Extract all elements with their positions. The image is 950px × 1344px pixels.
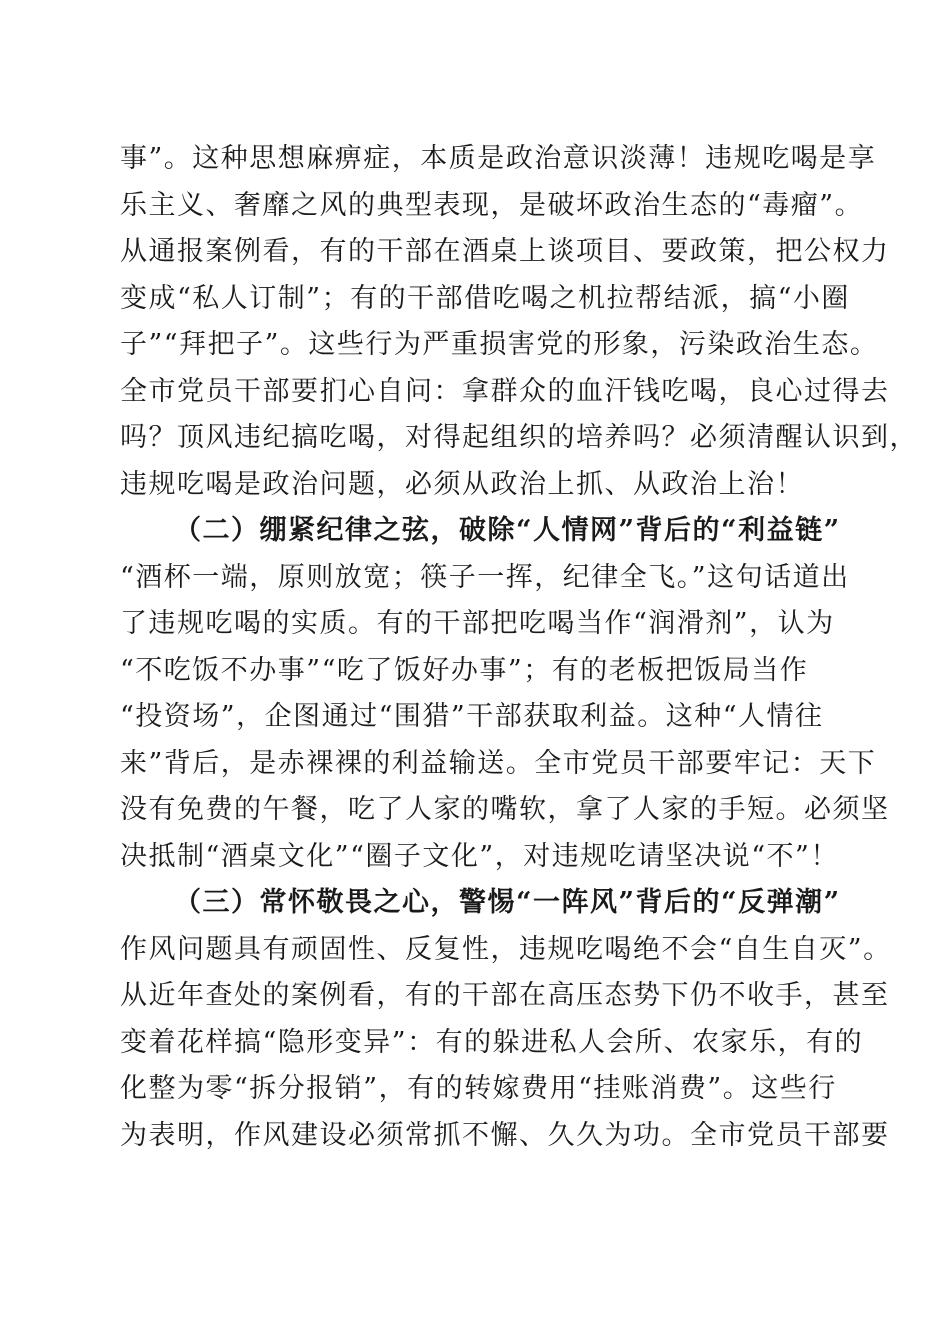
text-line: 事”。这种思想麻痹症，本质是政治意识淡薄！违规吃喝是享 <box>120 143 877 174</box>
body-text <box>120 136 918 1159</box>
text-line: 为表明，作风建设必须常抓不懈、久久为功。全市党员干部要 <box>120 1119 890 1151</box>
section-heading-2: （二）绷紧纪律之弦，破除“人情网”背后的“利益链” <box>174 515 841 546</box>
text-line: 吗？顶风违纪搞吃喝，对得起组织的培养吗？必须清醒认识到， <box>120 422 918 453</box>
text-line: 化整为零“拆分报销”，有的转嫁费用“挂账消费”。这些行 <box>120 1073 837 1104</box>
text-line: 决抵制“酒桌文化”“圈子文化”，对违规吃请坚决说“不”！ <box>120 840 839 872</box>
text-line: “酒杯一端，原则放宽；筷子一挥，纪律全飞。”这句话道出 <box>120 561 850 593</box>
section-heading-3: （三）常怀敬畏之心，警惕“一阵风”背后的“反弹潮” <box>174 887 841 918</box>
text-line: 作风问题具有顽固性、反复性，违规吃喝绝不会“自生自灭”。 <box>120 933 892 965</box>
text-line: 没有免费的午餐，吃了人家的嘴软，拿了人家的手短。必须坚 <box>120 794 890 825</box>
text-line: “不吃饭不办事”“吃了饭好办事”；有的老板把饭局当作 <box>120 654 809 686</box>
text-line: 了违规吃喝的实质。有的干部把吃喝当作“润滑剂”，认为 <box>120 608 835 639</box>
text-line: 违规吃喝是政治问题，必须从政治上抓、从政治上治！ <box>120 468 804 500</box>
text-line: 来”背后，是赤裸裸的利益输送。全市党员干部要牢记：天下 <box>120 747 877 779</box>
text-line: 子”“拜把子”。这些行为严重损害党的形象，污染政治生态。 <box>120 329 879 360</box>
text-line: 从近年查处的案例看，有的干部在高压态势下仍不收手，甚至 <box>120 980 890 1011</box>
text-line: 全市党员干部要扪心自问：拿群众的血汗钱吃喝，良心过得去 <box>120 375 890 407</box>
text-line: “投资场”，企图通过“围猎”干部获取利益。这种“人情往 <box>120 701 824 732</box>
text-line: 乐主义、奢靡之风的典型表现，是破坏政治生态的“毒瘤”。 <box>120 189 864 221</box>
text-line: 变成“私人订制”；有的干部借吃喝之机拉帮结派，搞“小圈 <box>120 282 850 314</box>
text-line: 变着花样搞“隐形变异”：有的躲进私人会所、农家乐，有的 <box>120 1026 864 1058</box>
text-line: 从通报案例看，有的干部在酒桌上谈项目、要政策，把公权力 <box>120 236 890 267</box>
